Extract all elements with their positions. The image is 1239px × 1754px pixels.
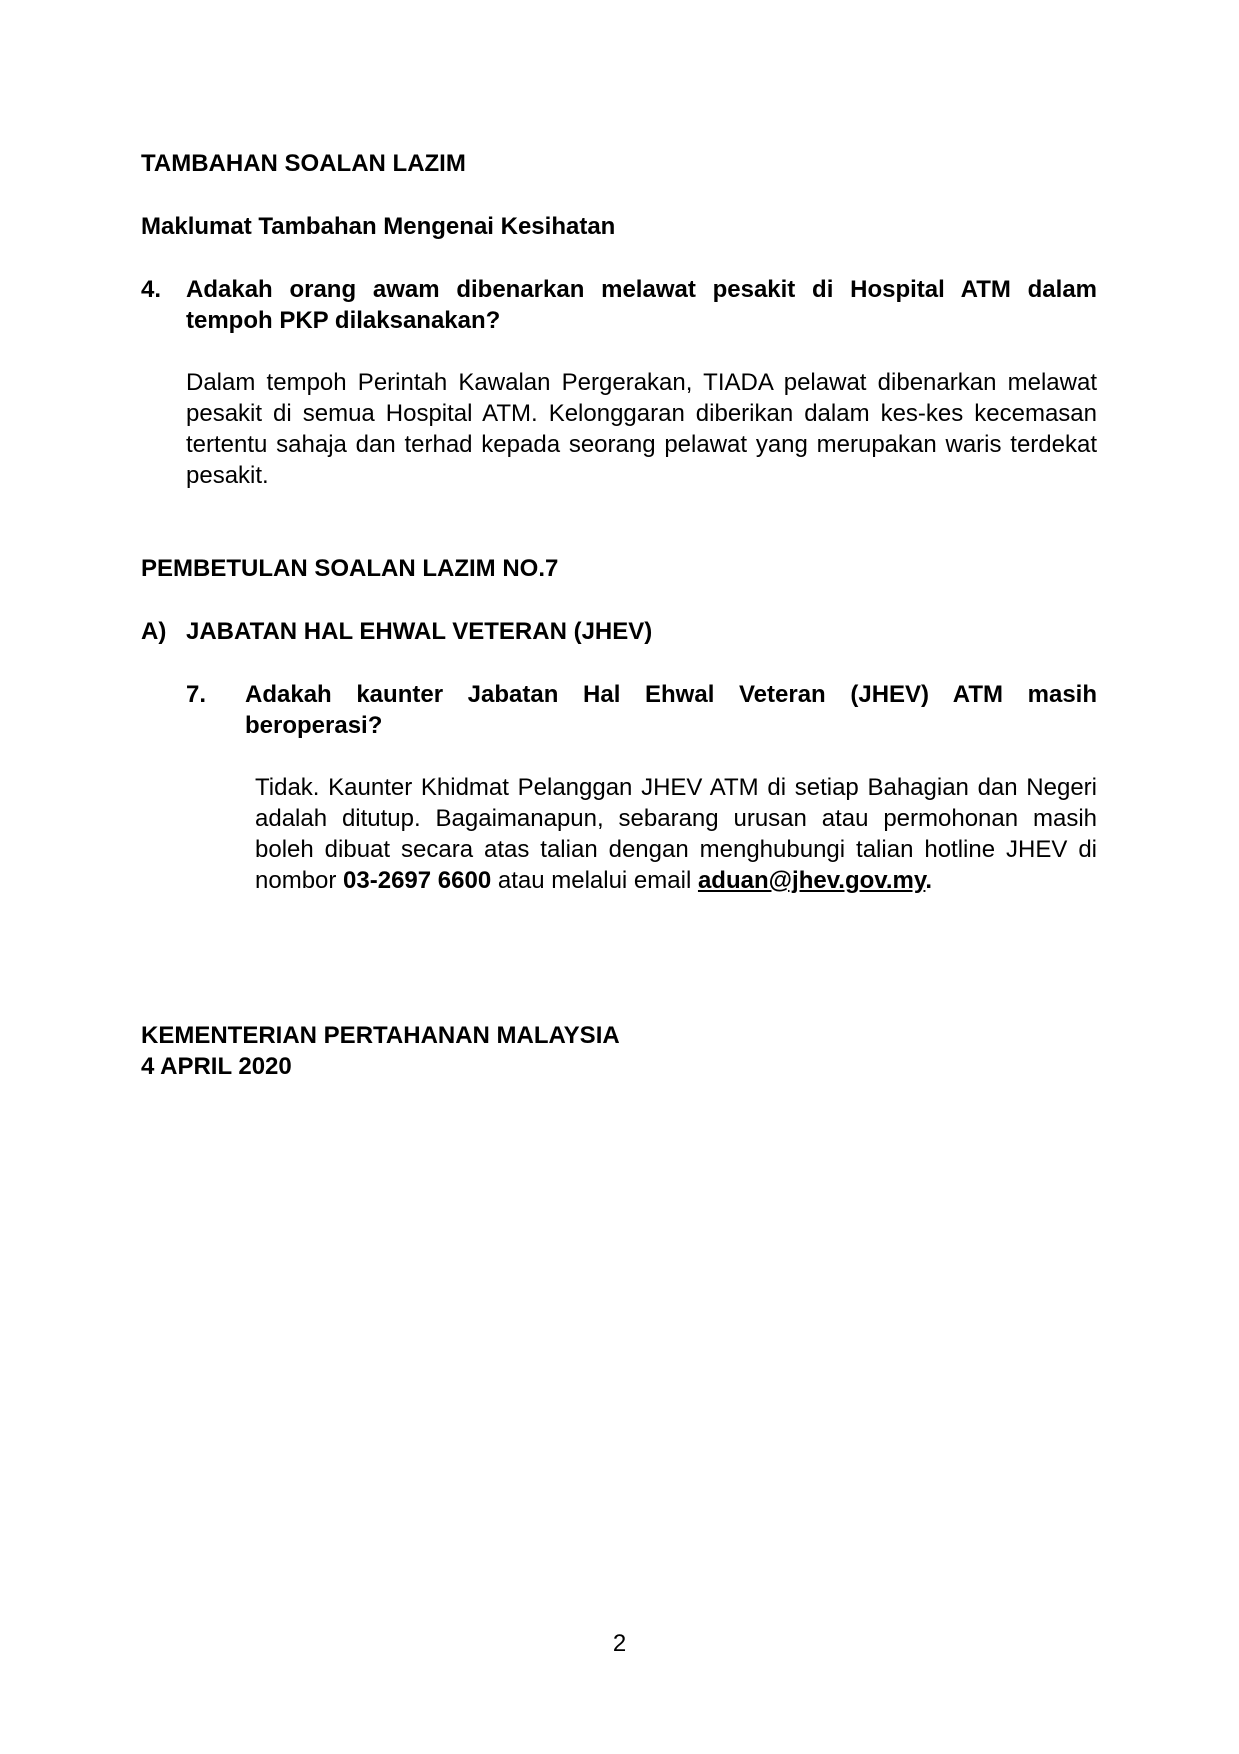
- question-number-4: 4.: [141, 276, 162, 303]
- answer-7-end: .: [925, 867, 933, 894]
- question-text-4: Adakah orang awam dibenarkan melawat pesakit di Hospital ATM dalam tempoh PKP dilaksanakan?: [186, 276, 1097, 334]
- email-link[interactable]: aduan@jhev.gov.my: [697, 867, 926, 894]
- question-text-7: Adakah kaunter Jabatan Hal Ehwal Veteran (JHEV) ATM masih beroperasi?: [245, 681, 1097, 739]
- question-number-7: 7.: [186, 681, 207, 708]
- answer-text-4: Dalam tempoh Perintah Kawalan Pergerakan, TIADA pelawat dibenarkan melawat pesakit di semua Hospital ATM. Kelonggaran diberikan dalam kes-kes kecemasan tertentu sahaja dan terhad kepada seorang pelawat yang merupakan waris terdekat pesakit.: [186, 369, 1097, 489]
- section-subtitle-kesihatan: Maklumat Tambahan Mengenai Kesihatan: [141, 213, 616, 240]
- footer-ministry: KEMENTERIAN PERTAHANAN MALAYSIA: [141, 1022, 620, 1049]
- answer-7-part2: atau melalui email: [491, 867, 698, 894]
- page-number: 2: [612, 1630, 627, 1657]
- hotline-number: 03-2697 6600: [343, 867, 492, 894]
- answer-7-part1: Tidak. Kaunter Khidmat Pelanggan JHEV ATM di setiap Bahagian dan Negeri adalah ditutup. Bagaimanapun, sebarang urusan atau permohonan masih boleh dibuat secara atas talian dengan menghubungi talian hotline JHEV di nombor: [255, 774, 1097, 894]
- section-title-pembetulan: PEMBETULAN SOALAN LAZIM NO.7: [141, 555, 559, 582]
- footer-date: 4 APRIL 2020: [141, 1053, 292, 1080]
- answer-text-7: [255, 772, 1097, 896]
- subsection-label: A): [141, 618, 167, 645]
- subsection-title-jhev: JABATAN HAL EHWAL VETERAN (JHEV): [186, 618, 653, 645]
- footer-block: [141, 1020, 620, 1082]
- section-title-tambahan: TAMBAHAN SOALAN LAZIM: [141, 150, 466, 177]
